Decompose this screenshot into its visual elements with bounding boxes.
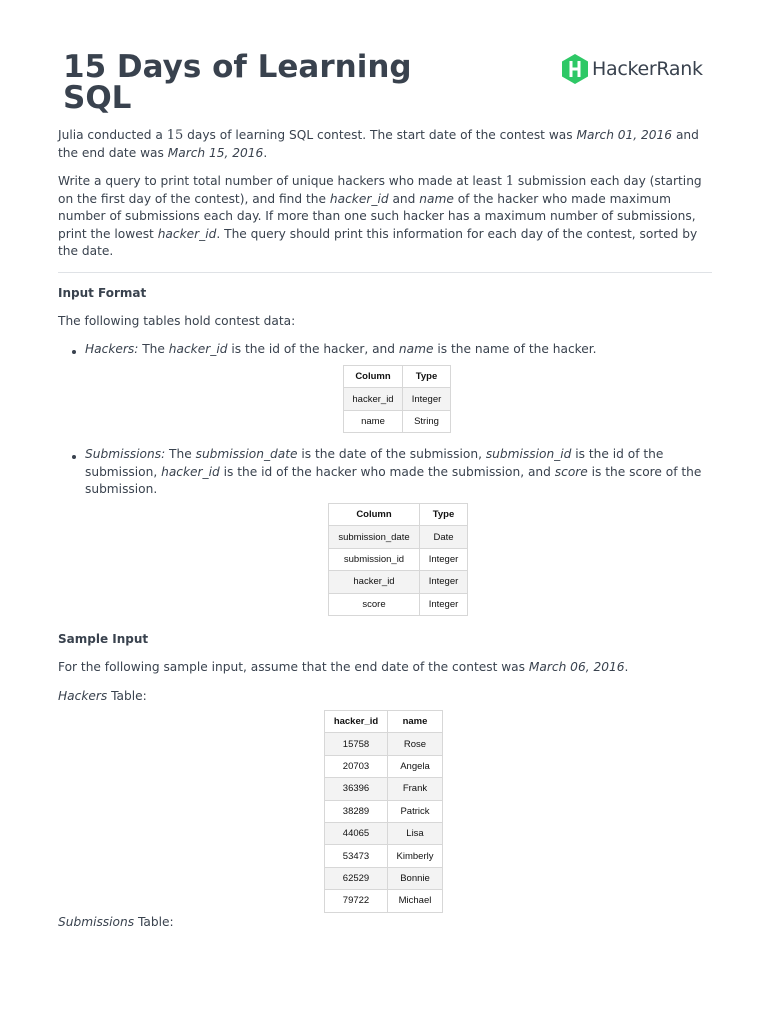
table-cell: String (403, 410, 451, 432)
bullet-dot (72, 455, 76, 459)
table-header-cell: Type (420, 504, 468, 526)
hackers-table-label: Hackers Table: (58, 689, 147, 703)
table-header-row (329, 504, 468, 526)
table-cell: Date (420, 526, 468, 548)
table-cell: Angela (388, 755, 443, 777)
table-row (344, 388, 451, 410)
table-cell: submission_date (329, 526, 420, 548)
table-cell: Integer (403, 388, 451, 410)
table-cell: 15758 (325, 733, 388, 755)
submissions-schema-table (328, 503, 468, 616)
table-cell: 79722 (325, 890, 388, 912)
table-header-row (344, 366, 451, 388)
intro-paragraph-2: Write a query to print total number of unique hackers who made at least 1 submission each day (starting on the first day of the contest), and find the hacker_id and name of the hacker who made maximum number of submissions each day. If more than one such hacker has a maximum number of submissions, print the lowest hacker_id. The query should print this information for each day of the contest, sorted by the date. (58, 174, 702, 258)
table-cell: Frank (388, 778, 443, 800)
table-row (325, 845, 443, 867)
table-header-cell: name (388, 711, 443, 733)
submissions-description: Submissions: The submission_date is the date of the submission, submission_id is the id of the submission, hacker_id is the id of the hacker who made the submission, and score is the score of the submission. (85, 447, 702, 496)
table-row (325, 890, 443, 912)
table-cell: hacker_id (344, 388, 403, 410)
input-format-lead: The following tables hold contest data: (58, 314, 296, 328)
table-cell: Integer (420, 571, 468, 593)
intro-paragraph-1: Julia conducted a 15 days of learning SQL contest. The start date of the contest was March 01, 2016 and the end date was March 15, 2016. (58, 128, 699, 160)
input-format-heading: Input Format (58, 286, 147, 300)
logo-wordmark: HackerRank (592, 58, 703, 80)
sample-input-lead: For the following sample input, assume that the end date of the contest was March 06, 2016. (58, 660, 629, 674)
hackers-description: Hackers: The hacker_id is the id of the hacker, and name is the name of the hacker. (85, 342, 597, 356)
table-cell: 53473 (325, 845, 388, 867)
table-cell: 36396 (325, 778, 388, 800)
table-cell: 38289 (325, 800, 388, 822)
table-header-cell: hacker_id (325, 711, 388, 733)
table-row (329, 571, 468, 593)
hackerrank-hex-icon (560, 53, 590, 85)
table-cell: Integer (420, 593, 468, 615)
table-row (329, 593, 468, 615)
table-cell: submission_id (329, 548, 420, 570)
table-cell: Patrick (388, 800, 443, 822)
table-row (325, 867, 443, 889)
table-cell: 44065 (325, 822, 388, 844)
bullet-dot (72, 350, 76, 354)
table-cell: Integer (420, 548, 468, 570)
table-cell: Michael (388, 890, 443, 912)
table-cell: hacker_id (329, 571, 420, 593)
page-title: 15 Days of Learning SQL (63, 49, 412, 116)
hackers-schema-table (343, 365, 451, 433)
table-header-cell: Column (344, 366, 403, 388)
table-row (325, 733, 443, 755)
sample-input-heading: Sample Input (58, 632, 149, 646)
table-cell: name (344, 410, 403, 432)
table-row (344, 410, 451, 432)
table-row (325, 778, 443, 800)
table-cell: 62529 (325, 867, 388, 889)
sample-hackers-table (324, 710, 443, 913)
table-cell: Rose (388, 733, 443, 755)
table-header-cell: Type (403, 366, 451, 388)
table-row (325, 800, 443, 822)
table-cell: Kimberly (388, 845, 443, 867)
table-row (325, 822, 443, 844)
table-header-row (325, 711, 443, 733)
submissions-table-label: Submissions Table: (58, 915, 174, 929)
table-cell: 20703 (325, 755, 388, 777)
table-cell: score (329, 593, 420, 615)
table-cell: Bonnie (388, 867, 443, 889)
table-header-cell: Column (329, 504, 420, 526)
table-cell: Lisa (388, 822, 443, 844)
table-row (329, 526, 468, 548)
table-row (325, 755, 443, 777)
section-divider (58, 272, 712, 273)
hackerrank-logo (560, 53, 703, 85)
table-row (329, 548, 468, 570)
